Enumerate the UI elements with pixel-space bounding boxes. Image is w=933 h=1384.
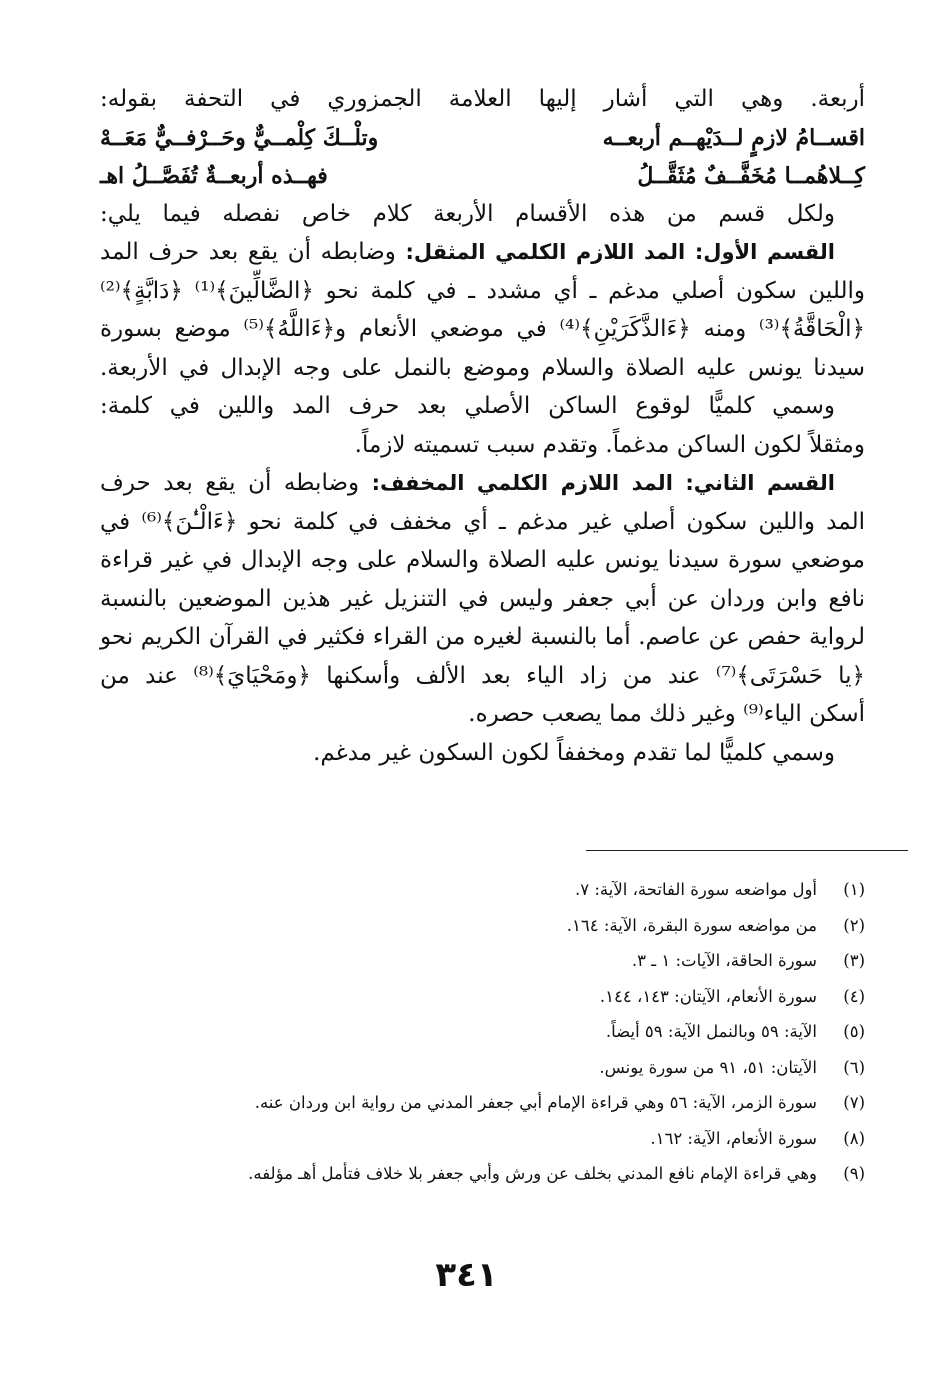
footnote-text: الآية: ٥٩ وبالنمل الآية: ٥٩ أيضاً. [605,1022,817,1041]
text-span: وضابطه أن يقع بعد حرف [100,470,372,496]
section-heading-1: القسم الأول: المد اللازم الكلمي المثقل: [405,240,835,264]
text-line: لرواية حفص عن عاصم. أما بالنسبة لغيره من القراء فكثير في القرآن الكريم نحو [100,624,865,650]
footnote [135,943,865,979]
footnote-number: (١) [843,880,865,899]
footnote-number: (٨) [843,1128,865,1148]
footnote-number: (٢) [843,915,865,935]
footnote-text: الآيتان: ٥١، ٩١ من سورة يونس. [599,1057,817,1077]
footnote-text: سورة الأنعام، الآيتان: ١٤٣، ١٤٤. [599,986,817,1006]
footnote-text: من مواضعه سورة البقرة، الآية: ١٦٤. [566,915,817,935]
footnote [135,1085,865,1121]
text-line: ولكل قسم من هذه الأقسام الأربعة كلام خاص نفصله فيما يلي: [100,200,835,227]
footnote [135,872,865,908]
poem-hemistich: وتلْــكَ كِلْمــيٌّ وحَــرْفــيٌّ مَعَــهْ [100,124,379,151]
footnotes [135,872,865,1192]
text-line: ومثقلاً لكون الساكن مدغماً. وتقدم سبب تسميته لازماً. [354,431,865,458]
page-number: ٣٤١ [435,1255,498,1295]
text-line: أربعة. وهي التي أشار إليها العلامة الجمزوري في التحفة بقوله: [100,86,865,112]
text-line: ﴿الْحَاقَّةُ﴾⁽³⁾ ومنه ﴿ءَالذَّكَرَيْنِ﴾⁽⁴⁾ في موضعي الأنعام و﴿ءَاللَّهُ﴾⁽⁵⁾ موضع بسورة [100,316,865,342]
footnote-divider [586,850,908,851]
text-line: وسمي كلميًّا لوقوع الساكن الأصلي بعد حرف المد واللين في كلمة: [100,393,835,419]
poem-verse-2 [100,157,865,195]
section-2-line [100,464,865,503]
text-line: سيدنا يونس عليه الصلاة والسلام وموضع بالنمل على وجه الإبدال في الأربعة. [100,354,865,381]
poem-hemistich: فهــذه أربعــةٌ تُفَصَّــلُ اهـ [100,162,328,189]
footnote [135,979,865,1015]
footnote-number: (٩) [843,1164,865,1183]
footnote-number: (٦) [843,1057,865,1077]
section-heading-2: القسم الثاني: المد اللازم الكلمي المخفف: [371,471,835,495]
text-line: أسكن الياء⁽⁹⁾ وغير ذلك مما يصعب حصره. [468,701,865,727]
text-line: موضعي سورة سيدنا يونس عليه الصلاة والسلام على وجه الإبدال في غير قراءة [100,547,865,573]
footnote [135,908,865,944]
text-line: المد واللين سكون أصلي غير مدغم ـ أي مخفف في كلمة نحو ﴿ءَالْـٰٔنَ﴾⁽⁶⁾ في [100,508,866,535]
text-span: وضابطه أن يقع بعد حرف المد [100,239,406,265]
poem-verse-1 [100,119,865,157]
text-line: نافع وابن وردان عن أبي جعفر وليس في التنزيل غير هذين الموضعين بالنسبة [100,585,865,612]
poem-hemistich: اقســامُ لازمٍ لــدَيْهــم أربعــه [602,124,865,151]
footnote-text: سورة الحاقة، الآيات: ١ ـ ٣. [631,951,817,970]
text-line: واللين سكون أصلي مدغم ـ أي مشدد ـ في كلمة نحو ﴿الضَّالِّينَ﴾⁽¹⁾ ﴿دَابَّةٍ﴾⁽²⁾ [100,277,865,304]
footnote [135,1156,865,1192]
footnote-number: (٣) [843,951,865,970]
footnote-text: سورة الأنعام، الآية: ١٦٢. [650,1128,817,1148]
footnote-text: أول مواضعه سورة الفاتحة، الآية: ٧. [574,880,817,899]
footnote-text: سورة الزمر، الآية: ٥٦ وهي قراءة الإمام أبي جعفر المدني من رواية ابن وردان عنه. [254,1093,817,1112]
main-text [100,80,865,772]
text-line: وسمي كلميًّا لما تقدم ومخففاً لكون السكون غير مدغم. [313,739,835,766]
footnote-number: (٥) [843,1022,865,1041]
section-1-line [100,233,865,272]
footnote [135,1050,865,1086]
footnote-number: (٧) [843,1093,865,1112]
text-line: ﴿يا حَسْرَتَى﴾⁽⁷⁾ عند من زاد الياء بعد الألف وأسكنها ﴿ومَحْيَايَ﴾⁽⁸⁾ عند من [100,662,865,689]
footnote-number: (٤) [843,986,865,1006]
footnote-text: وهي قراءة الإمام نافع المدني بخلف عن ورش وأبي جعفر بلا خلاف فتأمل أهـ مؤلفه. [248,1164,817,1183]
footnote [135,1014,865,1050]
footnote [135,1121,865,1157]
poem-hemistich: كِــلاهُمــا مُخَفَّــفٌ مُثَقَّــلُ [637,162,865,189]
